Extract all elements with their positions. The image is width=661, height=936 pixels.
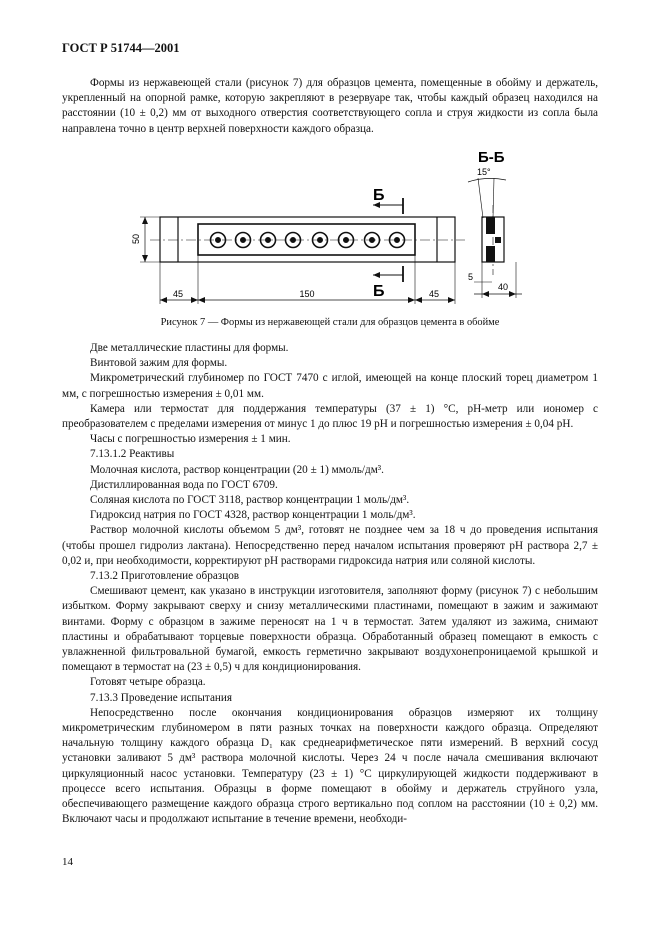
paragraph: Камера или термостат для поддержания температуры (37 ± 1) °С, рН-метр или иономер с преобразователем с пределами измерения от минус 1 до плюс 19 рН и погрешностью измерения ± 0,04 рН.: [62, 402, 598, 431]
subsection-heading: 7.13.1.2 Реактивы: [90, 448, 175, 461]
paragraph: Микрометрический глубиномер по ГОСТ 7470 с иглой, имеющей на конце плоский торец диаметром 1 мм, с погрешностью измерения ± 0,01 мм.: [62, 372, 598, 400]
dim-small-label: 5: [468, 272, 474, 282]
angle-line-1: [478, 178, 483, 218]
paragraph: Смешивают цемент, как указано в инструкции изготовителя, заполняют форму (рисунок 7) с небольшим избытком. Форму закрывают сверху и снизу металлическими пластинами, помещают в зажим и зажимают винтами. Форму с образцом в зажиме переносят на 1 ч в термостат. Затем удаляют из зажима, снимают пластины и обрабатывают торцевые поверхности образца. Обработанный образец помещают в емкость с увлажненной фильтровальной бумагой, емкость герметично закрывают воздухонепроницаемой крышкой и помещают в термостат на (23 ± 0,5) ч для кондиционирования.: [62, 585, 598, 674]
paragraph: Непосредственно после окончания кондиционирования образцов измеряют их толщину микрометрическим глубиномером в пяти разных точках на поверхности каждого образца. Определяют начальную толщину каждого образца D₁ как среднеарифметическое пяти измерений. В верхний сосуд установки заливают 5 дм³ раствора молочной кислоты. Через 24 ч после начала смешивания включают циркуляционный насос установки. Температуру (23 ± 1) °С циркулирующей жидкости поддерживают в процессе всего испытания. Образцы в форме помещают в обойму и держатель струйного узла, обеспечивающего размещение каждого образца строго вертикально под соплом на расстоянии (10 ± 0,2) мм. Включают часы и продолжают испытание в течение времени, необходи-: [62, 706, 598, 826]
dim-angle-label: 15°: [477, 167, 491, 177]
angle-arc: [468, 178, 506, 182]
paragraph: Две металлические пластины для формы.: [90, 342, 289, 354]
section-title: Б-Б: [478, 149, 505, 166]
section-nozzle: [495, 237, 501, 243]
intro-text: Формы из нержавеющей стали (рисунок 7) для образцов цемента, помещенные в обойму и держатель, укрепленный на опорной рамке, которую закрепляют в резервуаре так, чтобы каждый образец находился на расстоянии (10 ± 0,2) мм от выходного отверстия соответствующего сопла и струя жидкости из сопла была направлена точно в центр верхней поверхности каждого образца.: [62, 77, 598, 135]
dim-middle-label: 150: [299, 289, 315, 299]
page-number: 14: [62, 856, 73, 868]
dim-section-width-label: 40: [497, 282, 509, 292]
paragraph: Винтовой зажим для формы.: [90, 357, 228, 370]
angle-line-2: [493, 178, 494, 218]
dim-left-label: 45: [172, 289, 184, 299]
dim-right-label: 45: [428, 289, 440, 299]
section-mould-top: [486, 217, 495, 234]
body-text: [62, 341, 598, 828]
paragraph: Молочная кислота, раствор концентрации (20 ± 1) ммоль/дм³.: [90, 463, 384, 476]
figure-7-drawing: [0, 0, 661, 310]
paragraph: Гидроксид натрия по ГОСТ 4328, раствор концентрации 1 моль/дм³.: [90, 509, 416, 522]
mould-bar: [198, 224, 415, 255]
paragraph: Часы с погрешностью измерения ± 1 мин.: [90, 433, 291, 446]
subsection-heading: 7.13.3 Проведение испытания: [90, 691, 233, 704]
subsection-heading: 7.13.2 Приготовление образцов: [90, 570, 240, 583]
paragraph: Раствор молочной кислоты объемом 5 дм³, готовят не позднее чем за 18 ч до проведения испытания (чтобы прошел гидролиз лактана). Непосредственно перед началом испытания проверяют рН раствора 2,7 ± 0,02 и, при необходимости, корректируют рН растворами гидроксида натрия или соляной кислоты.: [62, 524, 598, 567]
paragraph: Готовят четыре образца.: [90, 676, 206, 689]
cut-label-top: Б: [373, 187, 385, 204]
paragraph: Дистиллированная вода по ГОСТ 6709.: [90, 478, 278, 491]
cut-label-bottom: Б: [373, 283, 385, 300]
document-header: ГОСТ Р 51744—2001: [62, 41, 180, 55]
section-mould-bottom: [486, 246, 495, 262]
paragraph: Соляная кислота по ГОСТ 3118, раствор концентрации 1 моль/дм³.: [90, 494, 410, 507]
dim-height-label: 50: [131, 233, 141, 244]
figure-caption: Рисунок 7 — Формы из нержавеющей стали для образцов цемента в обойме: [160, 317, 500, 328]
